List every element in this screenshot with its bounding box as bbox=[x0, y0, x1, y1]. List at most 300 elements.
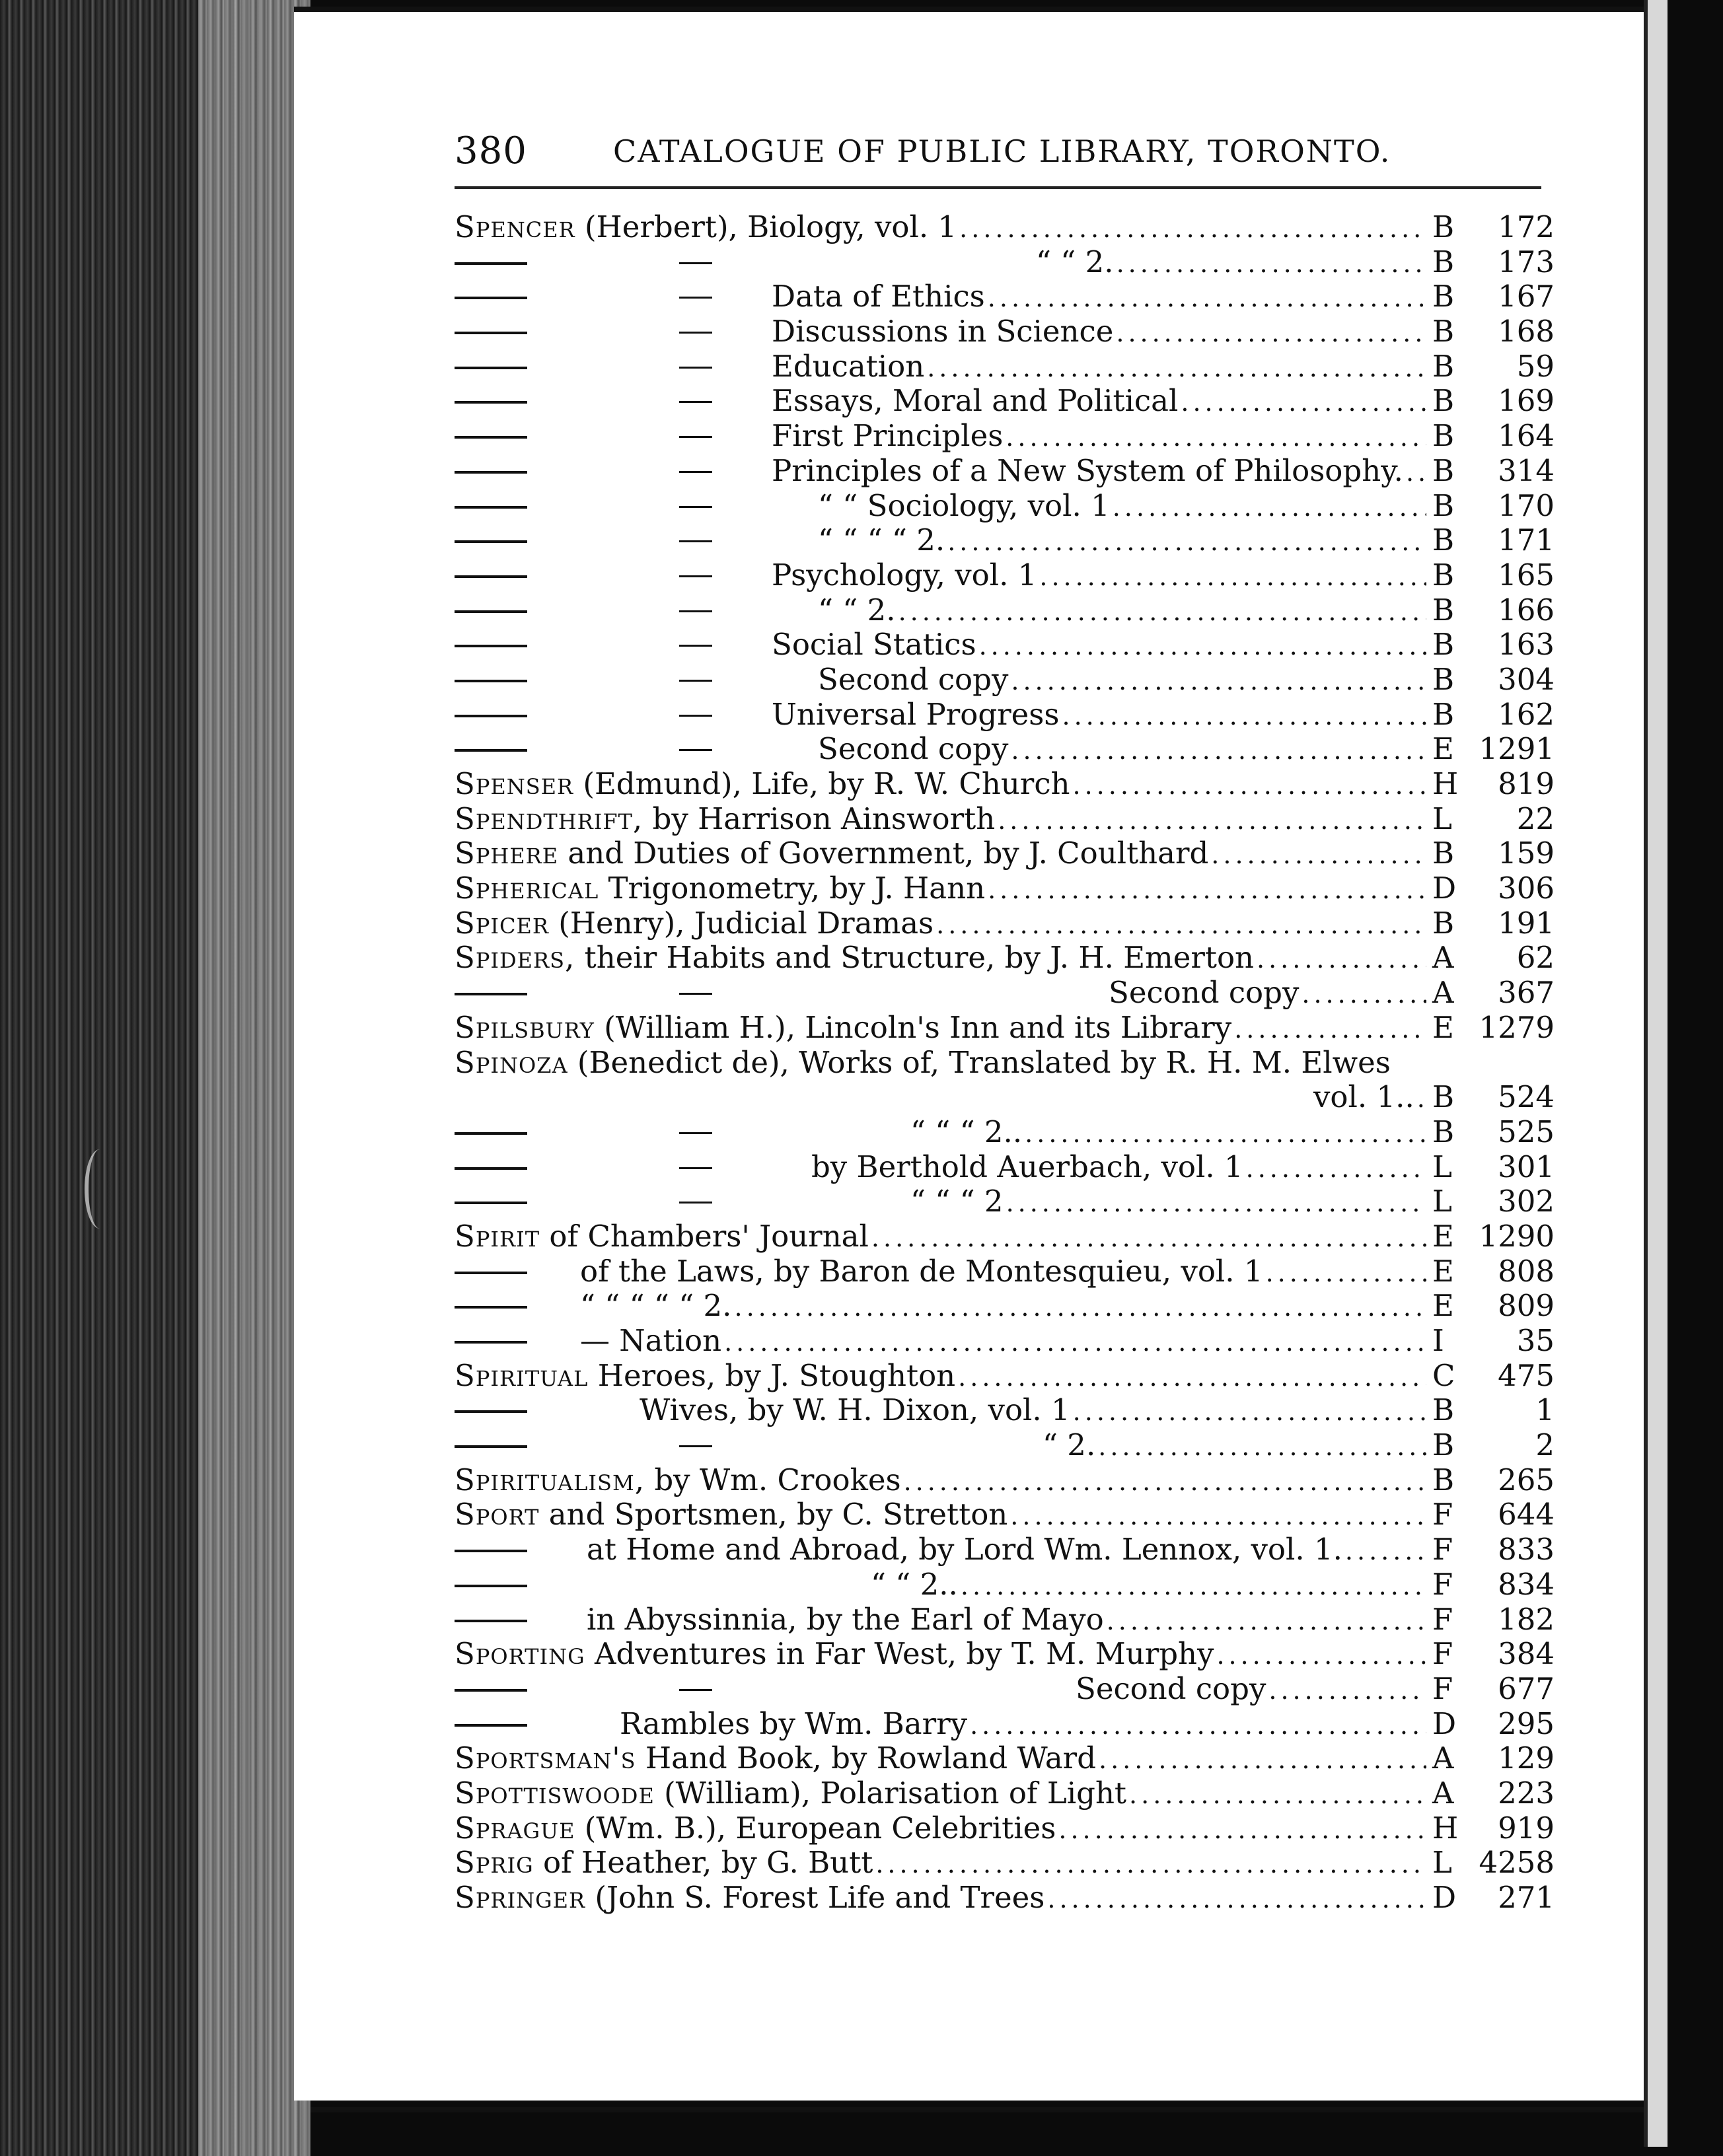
entry-heading: Spiritual bbox=[455, 1357, 589, 1393]
catalogue-entry bbox=[455, 1811, 1555, 1846]
shelf-letter: H bbox=[1432, 1810, 1459, 1846]
catalogue-number: 295 bbox=[1498, 1706, 1555, 1741]
ditto-dash bbox=[455, 1585, 527, 1587]
leader-dots bbox=[1406, 454, 1426, 489]
leader-dots bbox=[958, 1359, 1426, 1394]
ditto-dash bbox=[455, 1410, 527, 1413]
entry-title: Principles of a New System of Philosophy. bbox=[772, 452, 1403, 488]
ditto-dash bbox=[455, 1550, 527, 1552]
catalogue-number: 168 bbox=[1498, 314, 1555, 349]
entry-heading: Sprig bbox=[455, 1845, 534, 1881]
leader-dots bbox=[1058, 1811, 1426, 1847]
entry-text bbox=[587, 1532, 1429, 1568]
leader-dots bbox=[1039, 558, 1426, 594]
ditto-dash bbox=[455, 993, 527, 995]
ditto-dash-secondary bbox=[679, 506, 712, 508]
ditto-dash bbox=[455, 1167, 527, 1170]
catalogue-entry bbox=[455, 210, 1555, 245]
shelf-letter: B bbox=[1432, 279, 1455, 314]
catalogue-number: 62 bbox=[1516, 940, 1555, 976]
catalogue-number: 304 bbox=[1498, 661, 1555, 697]
shelf-letter: B bbox=[1432, 1427, 1455, 1463]
entry-text bbox=[620, 1707, 1429, 1743]
catalogue-number: 171 bbox=[1498, 522, 1555, 558]
shelf-letter: B bbox=[1432, 314, 1455, 349]
entry-title: Second copy bbox=[1109, 975, 1300, 1011]
catalogue-entry bbox=[455, 871, 1555, 906]
ditto-dash bbox=[455, 1689, 527, 1692]
ditto-dash bbox=[455, 367, 527, 369]
shelf-letter: D bbox=[1432, 1706, 1457, 1741]
shelf-letter: F bbox=[1432, 1497, 1453, 1532]
entry-heading: Spiritualism, bbox=[455, 1462, 645, 1497]
entry-text bbox=[455, 1497, 1429, 1533]
entry-text bbox=[910, 1184, 1429, 1220]
entry-heading: Spherical bbox=[455, 871, 599, 906]
ditto-dash bbox=[455, 610, 527, 613]
catalogue-entry bbox=[455, 1428, 1555, 1463]
ditto-dash-secondary bbox=[679, 262, 712, 264]
shelf-letter: B bbox=[1432, 1079, 1455, 1115]
shelf-letter: E bbox=[1432, 1009, 1454, 1045]
leader-dots bbox=[1073, 1393, 1426, 1429]
catalogue-number: 164 bbox=[1498, 418, 1555, 454]
entry-text bbox=[871, 1567, 1429, 1603]
entry-text bbox=[772, 454, 1429, 489]
shelf-letter: A bbox=[1432, 940, 1454, 976]
entry-heading: Spicer bbox=[455, 905, 549, 941]
catalogue-entry bbox=[455, 1881, 1555, 1916]
shelf-letter: B bbox=[1432, 348, 1455, 384]
ditto-dash bbox=[455, 1620, 527, 1622]
entry-text bbox=[772, 698, 1429, 733]
entry-text bbox=[910, 1115, 1429, 1151]
entry-heading: Spencer bbox=[455, 209, 575, 244]
entry-text bbox=[455, 210, 1429, 246]
catalogue-number: 384 bbox=[1498, 1636, 1555, 1672]
entry-title: Adventures in Far West, by T. M. Murphy bbox=[594, 1636, 1214, 1672]
entry-text bbox=[1076, 1672, 1429, 1707]
ditto-dash bbox=[455, 1132, 527, 1135]
catalogue-number: 302 bbox=[1498, 1184, 1555, 1219]
catalogue-number: 1291 bbox=[1479, 731, 1555, 767]
leader-dots bbox=[1257, 941, 1426, 976]
ditto-dash-secondary bbox=[679, 645, 712, 647]
leader-dots bbox=[1181, 384, 1426, 419]
entry-heading: Sphere bbox=[455, 836, 559, 871]
header-rule bbox=[455, 186, 1541, 189]
entry-text bbox=[455, 1846, 1429, 1881]
catalogue-number: 162 bbox=[1498, 696, 1555, 732]
entry-heading: Sporting bbox=[455, 1636, 585, 1672]
catalogue-number: 159 bbox=[1498, 836, 1555, 871]
entry-text bbox=[1313, 1080, 1429, 1116]
catalogue-entry bbox=[455, 523, 1555, 558]
page-title: CATALOGUE OF PUBLIC LIBRARY, TORONTO. bbox=[613, 133, 1391, 169]
leader-dots bbox=[988, 279, 1426, 315]
ditto-dash-secondary bbox=[679, 297, 712, 299]
catalogue-entry bbox=[455, 1289, 1555, 1324]
ditto-dash bbox=[455, 749, 527, 752]
catalogue-number: 191 bbox=[1498, 905, 1555, 941]
entry-text bbox=[455, 941, 1429, 976]
ditto-dash-secondary bbox=[679, 1132, 712, 1134]
entry-title: (Henry), Judicial Dramas bbox=[558, 905, 934, 941]
leader-dots bbox=[947, 523, 1426, 559]
catalogue-entry bbox=[455, 1080, 1555, 1115]
entry-text bbox=[640, 1393, 1429, 1429]
catalogue-number: 4258 bbox=[1479, 1845, 1555, 1881]
catalogue-number: 475 bbox=[1498, 1357, 1555, 1393]
ditto-dash-secondary bbox=[679, 332, 712, 334]
catalogue-number: 172 bbox=[1498, 209, 1555, 244]
catalogue-number: 919 bbox=[1498, 1810, 1555, 1846]
leader-dots bbox=[1234, 1011, 1426, 1046]
leader-dots bbox=[979, 628, 1426, 663]
shelf-letter: B bbox=[1432, 905, 1455, 941]
leader-dots bbox=[1117, 245, 1426, 281]
entry-title: Discussions in Science bbox=[772, 314, 1114, 349]
entry-text bbox=[455, 1219, 1429, 1255]
catalogue-number: 809 bbox=[1498, 1288, 1555, 1324]
catalogue-number: 1290 bbox=[1479, 1218, 1555, 1254]
shelf-letter: E bbox=[1432, 731, 1454, 767]
ditto-dash bbox=[455, 436, 527, 439]
shelf-letter: B bbox=[1432, 661, 1455, 697]
leader-dots bbox=[1129, 1776, 1426, 1812]
ditto-dash bbox=[455, 1306, 527, 1309]
leader-dots bbox=[871, 1219, 1426, 1255]
entry-text bbox=[818, 732, 1429, 768]
catalogue-entry bbox=[455, 454, 1555, 489]
entry-title: First Principles bbox=[772, 418, 1004, 454]
catalogue-entry bbox=[455, 349, 1555, 384]
shelf-letter: C bbox=[1432, 1357, 1455, 1393]
catalogue-entry bbox=[455, 1254, 1555, 1289]
catalogue-entry bbox=[455, 314, 1555, 349]
ditto-dash bbox=[455, 262, 527, 265]
shelf-letter: F bbox=[1432, 1671, 1453, 1706]
entry-title: Essays, Moral and Political bbox=[772, 383, 1179, 419]
catalogue-entry bbox=[455, 1532, 1555, 1567]
ditto-dash bbox=[455, 401, 527, 404]
entry-title: by Wm. Crookes bbox=[654, 1462, 901, 1497]
entry-title: their Habits and Structure, by J. H. Emerton bbox=[584, 940, 1255, 976]
ditto-dash-secondary bbox=[679, 471, 712, 473]
catalogue-number: 808 bbox=[1498, 1253, 1555, 1289]
entry-heading: Spiders, bbox=[455, 940, 575, 976]
ditto-dash bbox=[455, 471, 527, 474]
entry-title: Second copy bbox=[818, 661, 1009, 697]
catalogue-entry bbox=[455, 1846, 1555, 1881]
entry-text bbox=[772, 558, 1429, 594]
leader-dots bbox=[1216, 1637, 1426, 1672]
shelf-letter: A bbox=[1432, 975, 1454, 1011]
entry-title: Social Statics bbox=[772, 627, 976, 663]
catalogue-number: 677 bbox=[1498, 1671, 1555, 1706]
shelf-letter: B bbox=[1432, 522, 1455, 558]
entry-text bbox=[772, 384, 1429, 419]
entry-title: in Abyssinnia, by the Earl of Mayo bbox=[587, 1601, 1104, 1637]
shelf-letter: A bbox=[1432, 1741, 1454, 1776]
shelf-letter: B bbox=[1432, 627, 1455, 663]
entry-text bbox=[455, 1637, 1429, 1672]
entry-title: “ “ 2. bbox=[818, 592, 896, 628]
catalogue-entry bbox=[455, 1672, 1555, 1707]
shelf-letter: H bbox=[1432, 766, 1459, 801]
catalogue-number: 129 bbox=[1498, 1741, 1555, 1776]
leader-dots bbox=[724, 1324, 1426, 1359]
leader-dots bbox=[1211, 836, 1426, 872]
shelf-letter: L bbox=[1432, 1845, 1452, 1881]
catalogue-number: 165 bbox=[1498, 557, 1555, 593]
entry-text bbox=[1043, 1428, 1429, 1464]
entry-title: at Home and Abroad, by Lord Wm. Lennox, vol. 1. bbox=[587, 1532, 1342, 1567]
entry-title: — Nation bbox=[580, 1323, 722, 1358]
shelf-letter: B bbox=[1432, 487, 1455, 523]
ditto-dash bbox=[455, 680, 527, 682]
catalogue-entries bbox=[455, 210, 1555, 1916]
entry-title: and Duties of Government, by J. Coulthard bbox=[568, 836, 1209, 871]
leader-dots bbox=[970, 1707, 1426, 1743]
entry-title: (William), Polarisation of Light bbox=[664, 1775, 1127, 1811]
shelf-letter: B bbox=[1432, 836, 1455, 871]
entry-heading: Spirit bbox=[455, 1218, 540, 1254]
catalogue-entry bbox=[455, 1741, 1555, 1776]
ditto-dash bbox=[455, 575, 527, 578]
catalogue-entry bbox=[455, 419, 1555, 454]
catalogue-entry bbox=[455, 1184, 1555, 1219]
shelf-letter: L bbox=[1432, 1149, 1452, 1184]
catalogue-entry bbox=[455, 906, 1555, 941]
leader-dots bbox=[1006, 419, 1426, 454]
ditto-dash bbox=[455, 1272, 527, 1274]
catalogue-entry bbox=[455, 384, 1555, 419]
catalogue-entry bbox=[455, 732, 1555, 767]
ditto-dash bbox=[455, 297, 527, 299]
leader-dots bbox=[1417, 1080, 1426, 1116]
entry-text bbox=[455, 802, 1429, 838]
ditto-dash bbox=[455, 332, 527, 334]
catalogue-number: 173 bbox=[1498, 244, 1555, 279]
shelf-letter: E bbox=[1432, 1218, 1454, 1254]
catalogue-entry bbox=[455, 1463, 1555, 1498]
catalogue-number: 314 bbox=[1498, 452, 1555, 488]
shelf-letter: D bbox=[1432, 871, 1457, 906]
catalogue-number: 169 bbox=[1498, 383, 1555, 419]
entry-title: of Heather, by G. Butt bbox=[542, 1845, 873, 1881]
entry-text bbox=[455, 836, 1429, 872]
ditto-dash bbox=[455, 1202, 527, 1204]
leader-dots bbox=[1246, 1150, 1426, 1186]
entry-text bbox=[455, 1463, 1429, 1499]
ditto-dash bbox=[455, 645, 527, 647]
entry-text bbox=[455, 906, 1429, 942]
leader-dots bbox=[959, 210, 1426, 246]
catalogue-entry bbox=[455, 1393, 1555, 1428]
entry-title: (John S. Forest Life and Trees bbox=[595, 1880, 1045, 1915]
entry-title: (Wm. B.), European Celebrities bbox=[584, 1810, 1056, 1846]
entry-text bbox=[818, 523, 1429, 559]
catalogue-number: 644 bbox=[1498, 1497, 1555, 1532]
entry-title: Wives, by W. H. Dixon, vol. 1 bbox=[640, 1392, 1070, 1428]
shelf-letter: B bbox=[1432, 592, 1455, 628]
entry-title: “ “ “ 2 bbox=[910, 1184, 1004, 1219]
entry-title: and Sportsmen, by C. Stretton bbox=[548, 1497, 1008, 1532]
ditto-dash-secondary bbox=[679, 1689, 712, 1691]
entry-title: of Chambers' Journal bbox=[549, 1218, 869, 1254]
ditto-dash-secondary bbox=[679, 1167, 712, 1169]
entry-text bbox=[580, 1289, 1429, 1324]
leader-dots bbox=[904, 1463, 1426, 1499]
entry-title: Rambles by Wm. Barry bbox=[620, 1706, 968, 1741]
entry-title: Education bbox=[772, 348, 925, 384]
entry-title: Heroes, by J. Stoughton bbox=[597, 1357, 956, 1393]
ditto-dash-secondary bbox=[679, 993, 712, 995]
shelf-letter: B bbox=[1432, 1462, 1455, 1497]
shelf-letter: I bbox=[1432, 1323, 1444, 1358]
shelf-letter: B bbox=[1432, 418, 1455, 454]
entry-heading: Spendthrift, bbox=[455, 801, 643, 836]
entry-title: (Benedict de), Works of, Translated by R. H. M. Elwes bbox=[577, 1044, 1391, 1080]
entry-text bbox=[818, 593, 1429, 629]
catalogue-number: 1279 bbox=[1479, 1009, 1555, 1045]
leader-dots bbox=[875, 1846, 1426, 1881]
catalogue-entry bbox=[455, 1150, 1555, 1185]
page-header bbox=[455, 129, 1545, 176]
shelf-letter: B bbox=[1432, 1392, 1455, 1428]
page-bottom-border bbox=[311, 2107, 1652, 2112]
entry-title: Hand Book, by Rowland Ward bbox=[645, 1741, 1096, 1776]
catalogue-entry bbox=[455, 1567, 1555, 1602]
entry-text bbox=[455, 1776, 1429, 1812]
ditto-dash-secondary bbox=[679, 749, 712, 751]
ditto-dash bbox=[455, 1341, 527, 1344]
catalogue-entry bbox=[455, 802, 1555, 837]
entry-title: (William H.), Lincoln's Inn and its Library bbox=[604, 1009, 1232, 1045]
catalogue-number: 834 bbox=[1498, 1566, 1555, 1602]
shelf-letter: B bbox=[1432, 209, 1455, 244]
catalogue-entry bbox=[455, 245, 1555, 280]
entry-title: “ “ “ 2.. bbox=[910, 1114, 1023, 1149]
catalogue-entry bbox=[455, 279, 1555, 314]
catalogue-entry bbox=[455, 1011, 1555, 1046]
leader-dots bbox=[1301, 976, 1426, 1011]
page-top-border bbox=[294, 7, 1655, 12]
entry-text bbox=[455, 1811, 1429, 1847]
entry-title: “ “ Sociology, vol. 1 bbox=[818, 487, 1110, 523]
entry-heading: Sport bbox=[455, 1497, 540, 1532]
shelf-letter: E bbox=[1432, 1288, 1454, 1324]
entry-text bbox=[587, 1602, 1429, 1638]
shelf-letter: F bbox=[1432, 1566, 1453, 1602]
catalogue-number: 59 bbox=[1516, 348, 1555, 384]
leader-dots bbox=[1011, 663, 1426, 698]
shelf-letter: D bbox=[1432, 1880, 1457, 1915]
page-number: 380 bbox=[455, 129, 527, 172]
catalogue-number: 833 bbox=[1498, 1532, 1555, 1567]
entry-title: Universal Progress bbox=[772, 696, 1060, 732]
catalogue-number: 22 bbox=[1516, 801, 1555, 836]
leader-dots bbox=[1116, 314, 1426, 350]
entry-heading: Spinoza bbox=[455, 1044, 568, 1080]
catalogue-entry bbox=[455, 836, 1555, 871]
shelf-letter: A bbox=[1432, 1775, 1454, 1811]
catalogue-entry bbox=[455, 1497, 1555, 1532]
shelf-letter: B bbox=[1432, 452, 1455, 488]
shelf-letter: F bbox=[1432, 1601, 1453, 1637]
catalogue-entry bbox=[455, 1776, 1555, 1811]
entry-text bbox=[818, 489, 1429, 524]
entry-title: “ 2. bbox=[1043, 1427, 1096, 1463]
leader-dots bbox=[1099, 1741, 1426, 1777]
ditto-dash-secondary bbox=[679, 401, 712, 403]
entry-heading: Spilsbury bbox=[455, 1009, 595, 1045]
shelf-letter: L bbox=[1432, 1184, 1452, 1219]
ditto-dash bbox=[455, 1724, 527, 1727]
ditto-dash-secondary bbox=[679, 715, 712, 717]
entry-heading: Springer bbox=[455, 1880, 586, 1915]
entry-title: “ “ 2.. bbox=[871, 1566, 958, 1602]
catalogue-entry bbox=[455, 1046, 1555, 1081]
ditto-dash bbox=[455, 540, 527, 543]
catalogue-entry bbox=[455, 976, 1555, 1011]
right-page-edge bbox=[1644, 0, 1668, 2147]
entry-title: by Harrison Ainsworth bbox=[652, 801, 996, 836]
catalogue-number: 1 bbox=[1535, 1392, 1555, 1428]
ditto-dash-secondary bbox=[679, 540, 712, 542]
ditto-dash-secondary bbox=[679, 367, 712, 369]
entry-title: (Herbert), Biology, vol. 1 bbox=[584, 209, 957, 244]
entry-text bbox=[455, 871, 1429, 907]
catalogue-number: 367 bbox=[1498, 975, 1555, 1011]
shelf-letter: B bbox=[1432, 244, 1455, 279]
ditto-dash-secondary bbox=[679, 1202, 712, 1204]
leader-dots bbox=[1011, 732, 1426, 768]
catalogue-entry bbox=[455, 489, 1555, 524]
catalogue-entry bbox=[455, 698, 1555, 733]
leader-dots bbox=[988, 871, 1426, 907]
entry-title: Second copy bbox=[818, 731, 1009, 767]
catalogue-entry bbox=[455, 941, 1555, 976]
catalogue-entry bbox=[455, 1219, 1555, 1254]
catalogue-entry bbox=[455, 628, 1555, 663]
catalogue-entry bbox=[455, 1707, 1555, 1742]
entry-title: Trigonometry, by J. Hann bbox=[608, 871, 986, 906]
leader-dots bbox=[1098, 1428, 1426, 1464]
catalogue-entry bbox=[455, 767, 1555, 802]
entry-text bbox=[455, 1359, 1429, 1394]
entry-text bbox=[1036, 245, 1429, 281]
entry-title: “ “ “ “ 2. bbox=[818, 522, 945, 558]
leader-dots bbox=[1006, 1184, 1426, 1220]
shelf-letter: B bbox=[1432, 557, 1455, 593]
entry-text bbox=[772, 628, 1429, 663]
catalogue-entry bbox=[455, 1359, 1555, 1394]
catalogue-number: 170 bbox=[1498, 487, 1555, 523]
ditto-dash-secondary bbox=[679, 610, 712, 612]
leader-dots bbox=[1268, 1672, 1426, 1707]
leader-dots bbox=[1062, 698, 1427, 733]
shelf-letter: E bbox=[1432, 1253, 1454, 1289]
shelf-letter: F bbox=[1432, 1532, 1453, 1567]
entry-title: by Berthold Auerbach, vol. 1 bbox=[811, 1149, 1243, 1184]
catalogue-number: 819 bbox=[1498, 766, 1555, 801]
leader-dots bbox=[1266, 1254, 1426, 1290]
ditto-dash-secondary bbox=[679, 1445, 712, 1447]
ditto-dash-secondary bbox=[679, 680, 712, 682]
catalogue-number: 2 bbox=[1535, 1427, 1555, 1463]
